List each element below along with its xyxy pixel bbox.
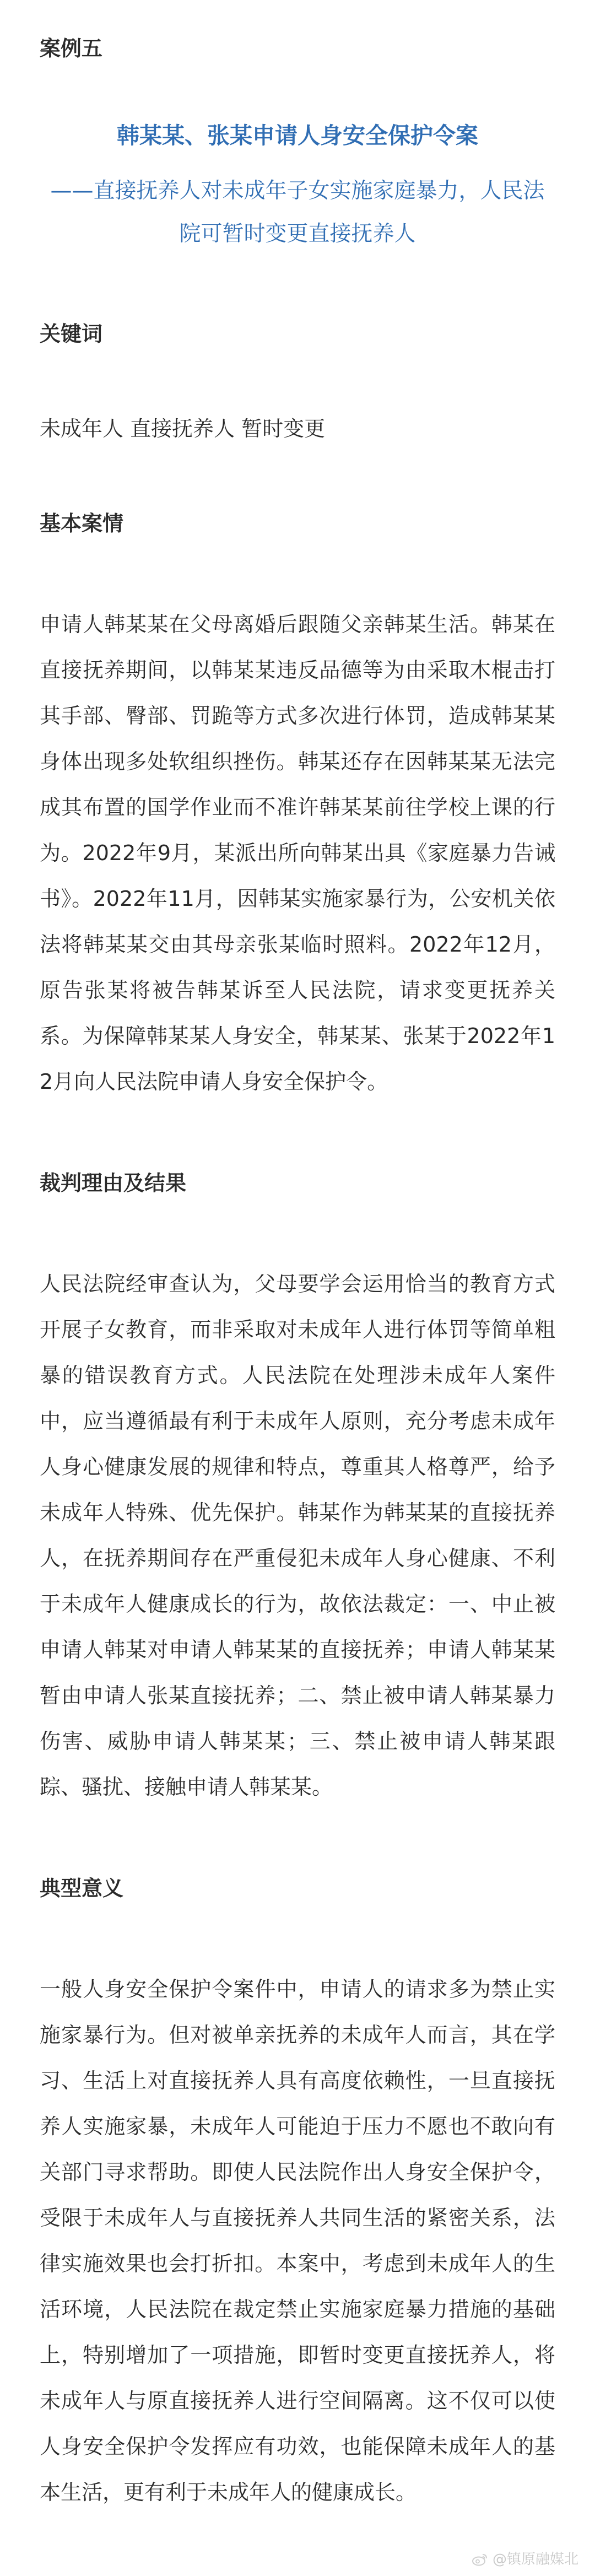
facts-heading: 基本案情	[40, 511, 124, 536]
title-block	[40, 118, 555, 256]
case-subtitle: ——直接抚养人对未成年子女实施家庭暴力，人民法院可暂时变更直接抚养人	[50, 179, 545, 246]
significance-paragraph: 一般人身安全保护令案件中，申请人的请求多为禁止实施家暴行为。但对被单亲抚养的未成年人而言，其在学习、生活上对直接抚养人具有高度依赖性，一旦直接抚养人实施家暴，未成年人可能迫于压力不愿也不敢向有关部门寻求帮助。即使人民法院作出人身安全保护令，受限于未成年人与直接抚养人共同生活的紧密关系，法律实施效果也会打折扣。本案中，考虑到未成年人的生活环境，人民法院在裁定禁止实施家庭暴力措施的基础上，特别增加了一项措施，即暂时变更直接抚养人，将未成年人与原直接抚养人进行空间隔离。这不仅可以使人身安全保护令发挥应有功效，也能保障未成年人的基本生活，更有利于未成年人的健康成长。	[40, 1977, 555, 2504]
reasoning-heading: 裁判理由及结果	[40, 1171, 187, 1195]
watermark-text: @镇原融媒北	[492, 2551, 578, 2568]
watermark	[472, 2551, 578, 2568]
weibo-logo-icon	[472, 2553, 488, 2566]
significance-heading: 典型意义	[40, 1876, 124, 1900]
keywords-text: 未成年人 直接抚养人 暂时变更	[40, 417, 326, 441]
reasoning-paragraph: 人民法院经审查认为，父母要学会运用恰当的教育方式开展子女教育，而非采取对未成年人进行体罚等简单粗暴的错误教育方式。人民法院在处理涉未成年人案件中，应当遵循最有利于未成年人原则，充分考虑未成年人身心健康发展的规律和特点，尊重其人格尊严，给予未成年人特殊、优先保护。韩某作为韩某某的直接抚养人，在抚养期间存在严重侵犯未成年人身心健康、不利于未成年人健康成长的行为，故依法裁定：一、中止被申请人韩某对申请人韩某某的直接抚养；申请人韩某某暂由申请人张某直接抚养；二、禁止被申请人韩某暴力伤害、威胁申请人韩某某；三、禁止被申请人韩某跟踪、骚扰、接触申请人韩某某。	[40, 1272, 555, 1799]
case-title: 韩某某、张某申请人身安全保护令案	[117, 122, 478, 149]
facts-paragraph: 申请人韩某某在父母离婚后跟随父亲韩某生活。韩某在直接抚养期间，以韩某某违反品德等为由采取木棍击打其手部、臀部、罚跪等方式多次进行体罚，造成韩某某身体出现多处软组织挫伤。韩某还存在因韩某某无法完成其布置的国学作业而不准许韩某某前往学校上课的行为。2022年9月，某派出所向韩某出具《家庭暴力告诫书》。2022年11月，因韩某实施家暴行为，公安机关依法将韩某某交由其母亲张某临时照料。2022年12月，原告张某将被告韩某诉至人民法院，请求变更抚养关系。为保障韩某某人身安全，韩某某、张某于2022年12月向人民法院申请人身安全保护令。	[40, 612, 555, 1094]
keywords-heading: 关键词	[40, 322, 103, 346]
case-label: 案例五	[40, 36, 103, 61]
